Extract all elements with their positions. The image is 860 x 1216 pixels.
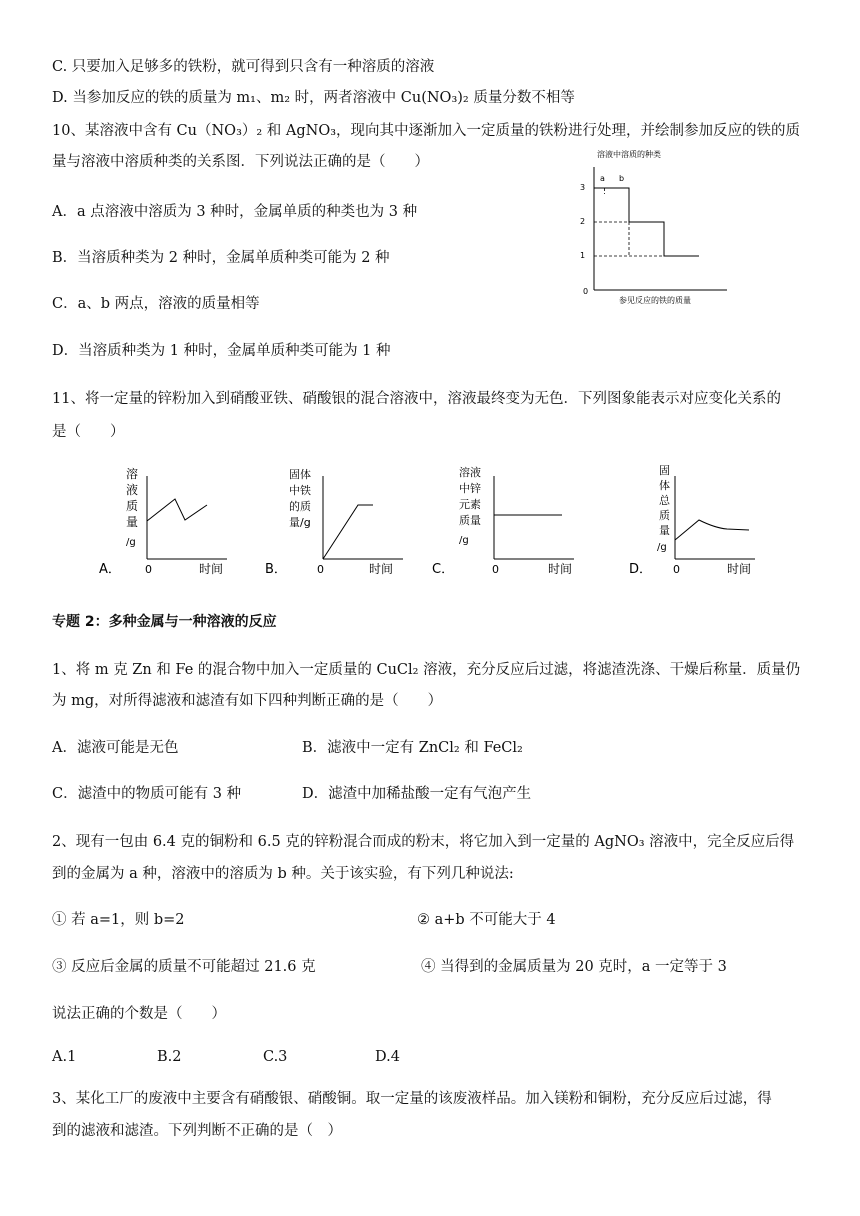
q11-a-curve [147,499,207,521]
q11-b-origin: 0 [317,563,324,576]
s2q1-option-d: D．滤渣中加稀盐酸一定有气泡产生 [302,786,532,802]
q11-d-ylabel-5: /g [657,542,667,553]
q10-option-d: D．当溶质种类为 1 种时，金属单质种类可能为 1 种 [52,343,391,359]
q10-y-axis-label: 溶液中溶质的种类 [597,150,661,159]
s2q1-option-a: A．滤液可能是无色 [52,740,179,756]
q11-option-label-b: B． [265,562,287,577]
q11-a-origin: 0 [145,563,152,576]
q11-b-ylabel-0: 固体 [289,468,311,481]
option-c-text: C. 只要加入足够多的铁粉，就可得到只含有一种溶质的溶液 [52,59,435,75]
q11-c-origin: 0 [492,563,499,576]
option-d-text: D. 当参加反应的铁的质量为 m₁、m₂ 时，两者溶液中 Cu(NO₃)₂ 质量分数不相等 [52,90,575,106]
q11-b-ylabel-3: 量/g [289,516,311,529]
q11-c-ylabel-4: /g [459,535,469,546]
q10-stem-line2: 量与溶液中溶质种类的关系图．下列说法正确的是（ ） [52,154,429,170]
q11-a-ylabel-3: 量 [126,515,139,529]
q11-option-label-c: C． [432,562,455,577]
s2q1-stem-line2: 为 mg，对所得滤液和滤渣有如下四种判断正确的是（ ） [52,693,443,709]
q11-d-ylabel-0: 固 [659,464,670,477]
s2q1-option-c: C．滤渣中的物质可能有 3 种 [52,786,242,802]
q11-d-ylabel-2: 总 [659,494,670,507]
q11-d-ylabel-3: 质 [659,509,670,522]
q11-c-ylabel-0: 溶液 [459,466,481,479]
q10-origin: 0 [583,287,589,296]
q10-option-c: C．a、b 两点，溶液的质量相等 [52,296,260,312]
q11-chart-d [629,464,755,577]
q10-stem-line1: 10、某溶液中含有 Cu（NO₃）₂ 和 AgNO₃，现向其中逐渐加入一定质量的铁粉进行处理，并绘制参加反应的铁的质 [52,123,801,139]
q11-option-label-a: A． [99,562,121,577]
q11-c-xlabel: 时间 [548,562,573,576]
s2q2-option-d: D.4 [375,1049,400,1065]
q11-d-ylabel-1: 体 [659,479,670,492]
q11-a-ylabel-2: 质 [126,499,139,513]
q11-figures [95,462,815,587]
q11-c-ylabel-3: 质量 [459,514,481,527]
s2q3-stem-line1: 3、某化工厂的废液中主要含有硝酸银、硝酸铜。取一定量的该废液样品。加入镁粉和铜粉，充分反应后过滤，得 [52,1091,772,1107]
q11-b-ylabel-2: 的质 [289,500,311,513]
q10-ytick-3: 3 [580,183,586,192]
s2q2-statement-3: ③ 反应后金属的质量不可能超过 21.6 克 [52,959,316,975]
s2q2-stem-line1: 2、现有一包由 6.4 克的铜粉和 6.5 克的锌粉混合而成的粉末，将它加入到一定量的 AgNO₃ 溶液中，完全反应后得 [52,834,795,850]
q11-option-label-d: D． [629,562,653,577]
q10-figure [575,140,745,310]
s2q2-statement-4: ④ 当得到的金属质量为 20 克时，a 一定等于 3 [421,959,727,975]
q11-d-xlabel: 时间 [727,562,752,576]
q11-chart-a [99,466,227,577]
q10-ytick-1: 1 [580,251,586,260]
s2q2-stem-line2: 到的金属为 a 种，溶液中的溶质为 b 种。关于该实验，有下列几种说法: [52,866,514,882]
q10-x-axis-label: 参见反应的铁的质量 [619,296,691,305]
q11-charts [95,462,815,587]
q10-point-a: a [600,174,605,183]
q11-c-ylabel-2: 元素 [459,498,481,511]
s2q2-option-a: A.1 [52,1049,77,1065]
section-heading: 专题 2：多种金属与一种溶液的反应 [52,614,277,630]
s2q3-stem-line2: 到的滤液和滤渣。下列判断不正确的是（ ） [52,1123,342,1139]
s2q1-stem-line1: 1、将 m 克 Zn 和 Fe 的混合物中加入一定质量的 CuCl₂ 溶液，充分反应后过滤，将滤渣洗涤、干燥后称量．质量仍 [52,662,801,678]
q11-b-ylabel-1: 中铁 [289,484,311,497]
q11-b-curve [323,505,373,559]
s2q2-option-b: B.2 [157,1049,182,1065]
q10-point-b: b [619,174,625,183]
q10-ytick-2: 2 [580,217,586,226]
q11-b-xlabel: 时间 [369,562,394,576]
s2q2-statement-2: ② a+b 不可能大于 4 [417,912,556,928]
q11-a-ylabel-1: 液 [126,483,139,497]
q11-chart-b [265,467,403,577]
s2q2-question: 说法正确的个数是（ ） [52,1006,226,1022]
q11-d-origin: 0 [673,563,680,576]
q11-c-ylabel-1: 中锌 [459,482,481,495]
q11-stem-line1: 11、将一定量的锌粉加入到硝酸亚铁、硝酸银的混合溶液中，溶液最终变为无色．下列图象能表示对应变化关系的 [52,391,781,407]
q11-d-ylabel-4: 量 [659,524,670,537]
q10-chart [575,140,745,310]
q11-d-curve [675,520,749,540]
s2q2-statement-1: ① 若 a=1，则 b=2 [52,912,185,928]
q11-a-ylabel-4: /g [126,537,136,548]
s2q1-option-b: B．滤液中一定有 ZnCl₂ 和 FeCl₂ [302,740,523,756]
q10-option-a: A．a 点溶液中溶质为 3 种时，金属单质的种类也为 3 种 [52,204,418,220]
q11-a-xlabel: 时间 [199,562,224,576]
q11-a-ylabel-0: 溶 [126,467,139,481]
q11-chart-c [432,465,574,577]
s2q2-option-c: C.3 [263,1049,288,1065]
q10-option-b: B．当溶质种类为 2 种时，金属单质种类可能为 2 种 [52,250,390,266]
q11-stem-line2: 是（ ） [52,424,125,440]
